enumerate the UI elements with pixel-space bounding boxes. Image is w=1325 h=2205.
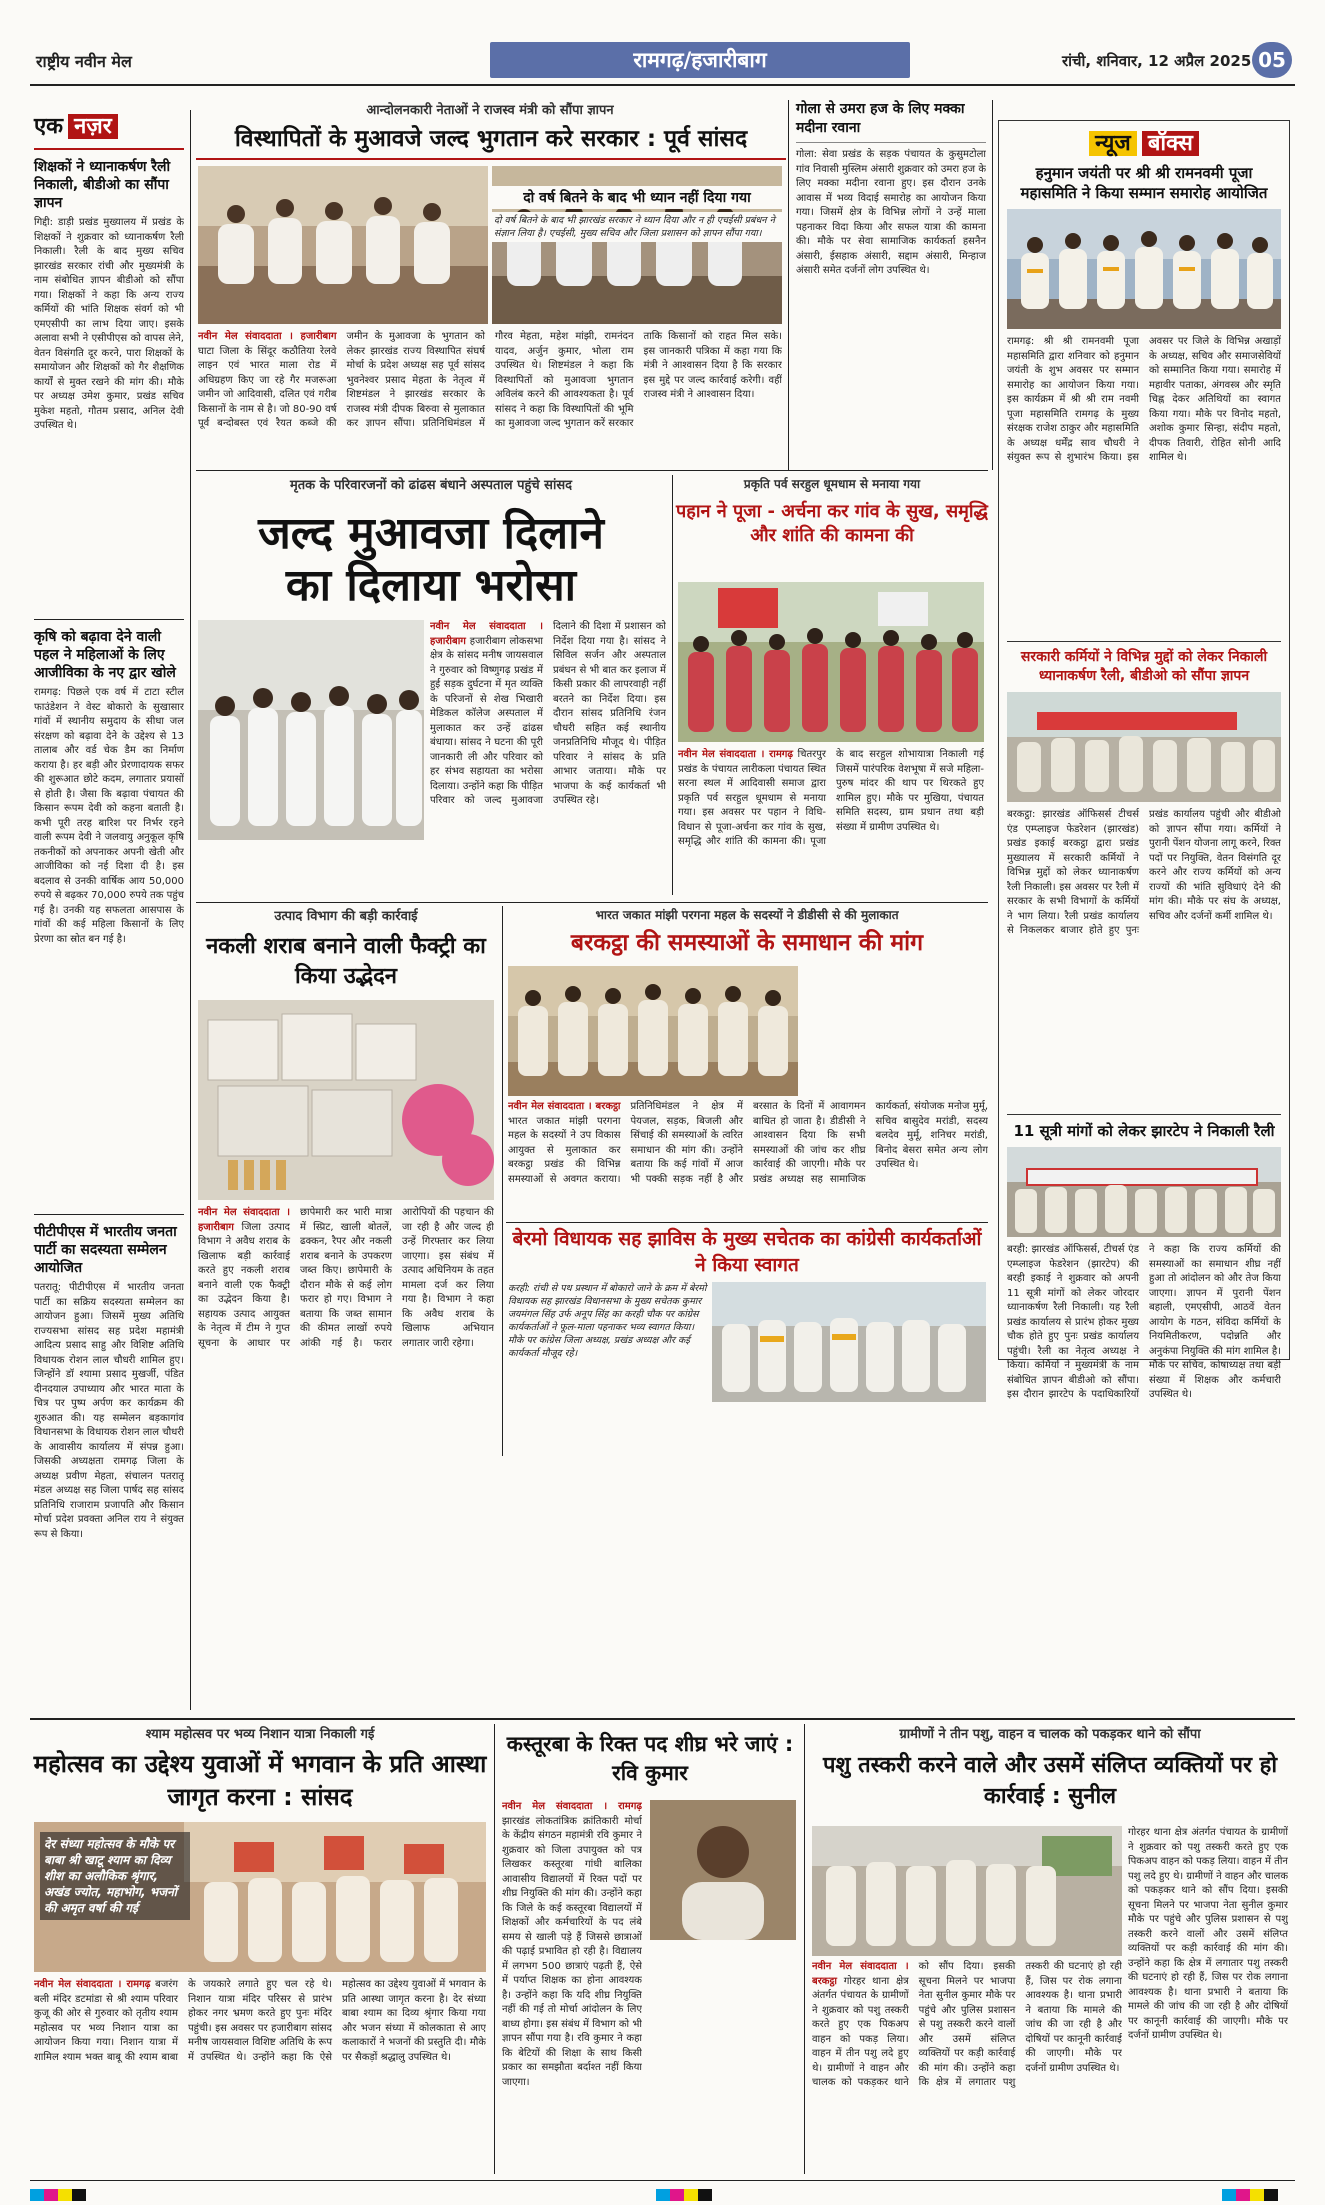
cyan-swatch [1222,2189,1236,2201]
page-number-badge [1252,42,1292,78]
mritak-headline [196,508,666,612]
news-box-header [999,121,1289,157]
police-station-photo [812,1826,1122,1956]
news-box-divider [1007,1114,1281,1115]
ek-nazar-header [34,110,184,150]
shyam-headline: महोत्सव का उद्देश्य युवाओं में भगवान के प्रति आस्था जागृत करना : सांसद [33,1750,487,1811]
ek-nazar-item-body: गिद्दी: डाड़ी प्रखंड मुख्यालय में प्रखंड के शिक्षकों ने शुक्रवार को ध्यानाकर्षण रैली निकाली। रैली के बाद मुख्य सचिव झारखंड सरकार रांची और मुख्यमंत्री के नाम संबोधित ज्ञापन बीडीओ को सौंपा गया। शिक्षकों ने कहा कि अन्य राज्य कर्मियों की भांति शिक्षक संवर्ग को भी एमएसीपी का लाभ दिया जाए। इसके अलावा सभी ने एसीपीएस को वापस लेने, वेतन विसंगति दूर करने, पारा शिक्षकों के समायोजन और शिक्षकों को गैर शैक्षणिक कार्यों से मुक्त रखने की मांग की। मौके पर अध्यक्ष उमेश कुमार, प्रखंड सचिव मुकेश महतो, गौतम प्रसाद, अनिल देवी उपस्थित थे। [34,217,184,431]
black-swatch [1264,2189,1278,2201]
section-title: रामगढ़/हजारीबाग [633,48,767,72]
visthapit-subhead: दो वर्ष बितने के बाद भी ध्यान नहीं दिया गया [492,186,782,209]
barkattha-body [508,1100,988,1218]
cyan-swatch [30,2189,44,2201]
masthead-paper-name: राष्ट्रीय नवीन मेल [36,52,132,71]
column-divider [992,100,993,470]
pahan-text: चितरपुर प्रखंड के पंचायत लारीकला पंचायत स्थित सरना स्थल में आदिवासी समाज द्वारा प्रकृति पर्व सरहुल धूमधाम से मनाया गया। इस अवसर पर पहान ने विधि-विधान से पूजा-अर्चना कर गांव के सुख, समृद्धि और शांति की कामना की। पूजा के बाद सरहुल शोभायात्रा निकाली गई जिसमें पारंपरिक वेशभूषा में सजे महिला-पुरुष मांदर की थाप पर थिरकते हुए शामिल हुए। मौके पर मुखिया, पंचायत समिति सदस्य, ग्राम प्रधान तथा बड़ी संख्या में ग्रामीण उपस्थित थे। [678,749,984,847]
gola-kicker: गोला से उमरा हज के लिए मक्का मदीना रवाना [796,100,986,143]
print-color-bar [30,2186,1295,2198]
sharab-body [198,1206,494,1456]
ek-nazar-label-ek: एक [34,114,64,139]
barkattha-byline: नवीन मेल संवाददाता । बरकट्ठा [508,1101,621,1112]
visthapit-text: घाटा जिला के सिंदूर कठौतिया रेलवे लाइन एवं भारत माला रोड में अधिग्रहण किए जा रहे गैर मजरूआ जमीन जो आदिवासी, दलित एवं गरीब किसानों के नाम से है। जो 80-90 वर्ष पूर्व बन्दोबस्त एवं रैयत कब्जे की जमीन के मुआवजा के भुगतान को लेकर झारखंड राज्य विस्थापित संघर्ष मोर्चा के प्रदेश अध्यक्ष सह पूर्व सांसद भुवनेश्वर प्रसाद मेहता के नेतृत्व में शिष्टमंडल ने झारखंड सरकार के राजस्व मंत्री दीपक बिरुवा से मुलाकात कर ज्ञापन सौंपा। प्रतिनिधिमंडल में गौरव मेहता, महेश मांझी, रामनंदन यादव, अर्जुन कुमार, भोला राम उपस्थित थे। शिष्टमंडल ने कहा कि विस्थापितों को मुआवजा भुगतान अविलंब करने की आवश्यकता है। पूर्व सांसद ने कहा कि विस्थापितों की भूमि का मुआवजा जल्द भुगतान करें सरकार ताकि किसानों को राहत मिल सके। इस जानकारी पत्रिका में कहा गया कि मंत्री ने आश्वासन दिया है कि सरकार इस मुद्दे पर जल्द कार्रवाई करेगी। वहीं राजस्व मंत्री ने आश्वासन दिया। [198,331,782,429]
sharab-byline: नवीन मेल संवाददाता । हजारीबाग [198,1207,290,1233]
news-box-label-a: न्यूज [1089,131,1137,156]
sharab-headline: नकली शराब बनाने वाली फैक्ट्री का किया उद्भेदन [206,934,486,989]
delegation-photo [508,966,798,1096]
ek-nazar-divider [34,619,184,620]
ek-nazar-item-title: पीटीपीएस में भारतीय जनता पार्टी का सदस्यता सम्मेलन आयोजित [34,1224,177,1276]
bermo-caption: करही: रांची से पथ प्रस्थान में बोकारो जाने के क्रम में बेरमो विधायक सह झारखंड विधानसभा के मुख्य सचेतक कुमार जयमंगल सिंह उर्फ अनूप सिंह का करही चौक पर कांग्रेस कार्यकर्ताओं ने फूल-माला पहनाकर भव्य स्वागत किया। मौके पर कांग्रेस जिला अध्यक्ष, प्रखंड अध्यक्ष और कई कार्यकर्ता मौजूद रहे। [508,1283,707,1359]
ek-nazar-item-body: रामगढ़: पिछले एक वर्ष में टाटा स्टील फाउंडेशन ने वेस्ट बोकारो के सुखासार गांवों में स्थानीय समुदाय के सीधा जल संरक्षण को बढ़ावा देने के उद्देश्य से 13 तालाब और वर्ड चेक डैम का निर्माण कराया है। हर बड़ी और प्रेरणादायक सफर की शुरूआत छोटे कदम, लगातार प्रयासों से होती है। जैसा कि बढ़ावा पंचायत की किसान रूपम देवी को कहना बताती है। कभी पूरी तरह बारिश पर निर्भर रहने वाली रूपम देवी ने जलवायु अनुकूल कृषि तकनीकों को अपनाकर अपनी खेती और आजीविका को नई दिशा दी है। इस बदलाव से उनकी वार्षिक आय 50,000 रुपये से बढ़कर 70,000 रुपये तक पहुंच गई है। उनकी यह सफलता आसपास के गांवों की कई महिला किसानों के लिए प्रेरणा का स्रोत बन गई है। [34,687,184,945]
11sutri-body: बरही: झारखंड ऑफिसर्स, टीचर्स एंड एम्प्लाइज फेडरेशन (झारटेप) की बरही इकाई ने शुक्रवार को अपनी 11 सूत्री मांगों को लेकर जोरदार ध्यानाकर्षण रैली निकाली। यह रैली प्रखंड कार्यालय से प्रारंभ होकर मुख्य चौक होते हुए पुनः प्रखंड कार्यालय पहुंची। रैली का नेतृत्व अध्यक्ष ने किया। कर्मियों ने मुख्यमंत्री के नाम संबोधित ज्ञापन बीडीओ को सौंपा। इस दौरान झारटेप के पदाधिकारियों ने कहा कि राज्य कर्मियों की समस्याओं का समाधान शीघ्र नहीं हुआ तो आंदोलन को और तेज किया जाएगा। ज्ञापन में पुरानी पेंशन बहाली, एमएसीपी, आठवें वेतन आयोग के गठन, संविदा कर्मियों के नियमितीकरण, पदोन्नति और अनुकंपा नियुक्ति की मांग शामिल है। मौके पर सचिव, कोषाध्यक्ष तथा बड़ी संख्या में शिक्षक और कर्मचारी उपस्थित थे। [1007,1244,1281,1400]
pahan-photo [678,582,984,742]
pashu-byline: नवीन मेल संवाददाता । बरकट्ठा [812,1961,909,1987]
news-box-divider [1007,641,1281,642]
shyam-text: बजरंग बली मंदिर डटमांडा से श्री श्याम परिवार कुजू की ओर से गुरुवार को तृतीय श्याम महोत्सव पर भव्य निशान यात्रा का आयोजन किया गया। निशान यात्रा में शामिल श्याम भक्त बाबू की श्याम बाबा के जयकारे लगाते हुए चल रहे थे। निशान यात्रा मंदिर परिसर से प्रारंभ होकर नगर भ्रमण करते हुए पुनः मंदिर पहुंची। इस अवसर पर हजारीबाग सांसद मनीष जायसवाल विशिष्ट अतिथि के रूप में उपस्थित थे। उन्होंने कहा कि ऐसे महोत्सव का उद्देश्य युवाओं में भगवान के प्रति आस्था जागृत करना है। देर संध्या बाबा श्याम का दिव्य श्रृंगार किया गया और भजन संध्या में कोलकाता से आए कलाकारों ने भजनों की प्रस्तुति दी। मौके पर सैकड़ों श्रद्धालु उपस्थित थे। [34,1979,486,2063]
welcome-photo [712,1282,986,1402]
pashu-text: गोरहर थाना क्षेत्र अंतर्गत पंचायत के ग्रामीणों ने शुक्रवार को पशु तस्करी करते हुए एक पिकअप वाहन को पकड़ लिया। वाहन में तीन पशु लदे हुए थे। ग्रामीणों ने वाहन और चालक को पकड़कर थाने को सौंप दिया। इसकी सूचना मिलने पर भाजपा नेता सुनील कुमार मौके पर पहुंचे और पुलिस प्रशासन से पशु तस्करी करने वालों और उसमें संलिप्त व्यक्तियों पर कड़ी कार्रवाई की मांग की। उन्होंने कहा कि क्षेत्र में लगातार पशु तस्करी की घटनाएं हो रही हैं, जिस पर रोक लगाना आवश्यक है। थाना प्रभारी ने बताया कि मामले की जांच की जा रही है और दोषियों पर कानूनी कार्रवाई की जाएगी। मौके पर दर्जनों ग्रामीण उपस्थित थे। [812,1961,1122,2088]
column-divider [788,100,789,470]
ek-nazar-label-nazar: नज़र [68,114,118,139]
news-box-photo [1007,209,1281,329]
magenta-swatch [44,2189,58,2201]
black-swatch [72,2189,86,2201]
pashu-body [812,1960,1122,2174]
visthapit-body [198,330,782,462]
pahan-body [678,748,984,896]
kasturba-portrait [650,1800,796,1940]
magenta-swatch [670,2189,684,2201]
color-bar-gap [91,2189,651,2201]
color-bar-gap [717,2189,1217,2201]
page-number: 05 [1258,48,1286,72]
mritak-headline-line2: का दिलाया भरोसा [285,560,577,611]
yellow-swatch [58,2189,72,2201]
bermo-headline: बेरमो विधायक सह झाविस के मुख्य सचेतक का कांग्रेसी कार्यकर्ताओं ने किया स्वागत [512,1228,982,1276]
portrait-photo [650,1800,796,1940]
ek-nazar-column [34,110,184,1710]
sharab-photo [198,1000,494,1200]
shyam-body [34,1978,486,2174]
magenta-swatch [1236,2189,1250,2201]
pahan-kicker: प्रकृति पर्व सरहुल धूमधाम से मनाया गया [743,477,921,491]
black-swatch [698,2189,712,2201]
mritak-text: हजारीबाग लोकसभा क्षेत्र के सांसद मनीष जायसवाल ने गुरुवार को विष्णुगढ़ प्रखंड में हुई सड़क दुर्घटना में मृत व्यक्ति के परिजनों से शेख भिखारी मेडिकल कॉलेज अस्पताल में मुलाकात कर उन्हें ढांढस बंधाया। सांसद ने घटना की पूरी जानकारी ली और परिवार को हर संभव सहायता का भरोसा दिलाया। उन्होंने कहा कि पीड़ित परिवार को जल्द मुआवजा दिलाने की दिशा में प्रशासन को निर्देश दिया गया है। सांसद ने सिविल सर्जन और अस्पताल प्रबंधन से भी बात कर इलाज में किसी प्रकार की लापरवाही नहीं बरतने का निर्देश दिया। इस दौरान सांसद प्रतिनिधि रंजन चौधरी सहित कई स्थानीय जनप्रतिनिधि मौजूद थे। पीड़ित परिवार ने सांसद के प्रति आभार जताया। मौके पर भाजपा के कई कार्यकर्ता भी उपस्थित रहे। [430,621,666,806]
seized-liquor-photo [198,1000,494,1200]
visthapit-headline: विस्थापितों के मुआवजे जल्द भुगतान करे सरकार : पूर्व सांसद [196,124,786,160]
masthead [30,42,1295,82]
column-divider [190,110,191,1710]
shyam-byline: नवीन मेल संवाददाता । रामगढ़ [34,1979,151,1990]
pahan-headline: पहान ने पूजा - अर्चना कर गांव के सुख, समृद्धि और शांति की कामना की [676,501,988,546]
section-rule [196,902,988,903]
sarkari-body: बरकट्ठा: झारखंड ऑफिसर्स टीचर्स एंड एम्प्लाइज फेडरेशन (झारखंड) प्रखंड इकाई बरकट्ठा द्वारा प्रखंड मुख्यालय में सरकारी कर्मियों ने विभिन्न मुद्दों को लेकर ध्यानाकर्षण रैली निकाली। इस अवसर पर रैली में सरकार के सभी विभागों के कर्मियों ने भाग लिया। रैली प्रखंड कार्यालय से निकलकर बाजार होते हुए पुनः प्रखंड कार्यालय पहुंची और बीडीओ को ज्ञापन सौंपा गया। कर्मियों ने पुरानी पेंशन योजना लागू करने, रिक्त पदों पर नियुक्ति, वेतन विसंगति दूर करने और राज्य कर्मियों को अन्य राज्यों की भांति सुविधाएं देने की मांग की। मौके पर संघ के अध्यक्ष, सचिव और दर्जनों कर्मी शामिल थे। [1007,809,1281,936]
mritak-kicker: मृतक के परिवारजनों को ढांढस बंधाने अस्पताल पहुंचे सांसद [289,478,573,493]
shyam-photo-caption: देर संध्या महोत्सव के मौके पर बाबा श्री खाटू श्याम का दिव्य शीश का अलौकिक श्रृंगार, अखंड ज्योत, महाभोग, भजनों की अमृत वर्षा की गई [40,1832,190,1920]
kasturba-headline: कस्तूरबा के रिक्त पद शीघ्र भरे जाएं : रवि कुमार [506,1732,794,1785]
section-rule [196,470,988,471]
pashu-photo [812,1826,1122,1956]
visthapit-caption: दो वर्ष बितने के बाद भी झारखंड सरकार ने ध्यान दिया और न ही एचईसी प्रबंधन ने संज्ञान लिया है। एचईसी, मुख्य सचिव और जिला प्रशासन को ज्ञापन सौंपा गया। [492,212,782,242]
11sutri-photo [1007,1147,1281,1237]
ek-nazar-item-title: कृषि को बढ़ावा देने वाली पहल ने महिलाओं के लिए आजीविका के नए द्वार खोले [34,629,176,681]
mritak-byline: नवीन मेल संवाददाता । हजारीबाग [430,621,543,647]
rally-photo [1007,1147,1281,1237]
yellow-swatch [1250,2189,1264,2201]
pashu-headline: पशु तस्करी करने वाले और उसमें संलिप्त व्यक्तियों पर हो कार्रवाई : सुनील [822,1753,1278,1809]
meeting-photo [198,166,488,324]
barkattha-headline: बरकट्ठा की समस्याओं के समाधान की मांग [570,930,924,956]
ek-nazar-item-body: पतरातू: पीटीपीएस में भारतीय जनता पार्टी का सक्रिय सदस्यता सम्मेलन का आयोजन हुआ। जिसमें मुख्य अतिथि राज्यसभा सांसद सह प्रदेश महामंत्री आदित्य प्रसाद साहु और विशिष्ट अतिथि विधायक रोशन लाल चौधरी शामिल हुए। जिन्होंने डॉ श्यामा प्रसाद मुखर्जी, पंडित दीनदयाल उपाध्याय और भारत माता के चित्र पर पुष्प अर्पण कर कार्यक्रम की शुरुआत की। यह सम्मेलन बड़कागांव विधानसभा के विधायक रोशन लाल चौधरी के आवासीय कार्यालय में संपन्न हुआ। जिसकी अध्यक्षता रामगढ़ जिला के अध्यक्ष प्रवीण मेहता, संचालन पतरातू मंडल अध्यक्ष सह जिला पार्षद सह सांसद प्रतिनिधि राजाराम प्रजापति और किसान मोर्चा प्रदेश प्रवक्ता अनिल राय ने संयुक्त रूप से किया। [34,1282,184,1540]
mritak-body [430,620,666,840]
barkattha-kicker: भारत जकात मांझी परगना महल के सदस्यों ने डीडीसी से की मुलाकात [595,908,899,922]
yellow-swatch [684,2189,698,2201]
column-divider [672,475,673,895]
kasturba-byline: नवीन मेल संवाददाता । रामगढ़ [502,1801,642,1812]
footer-rule [30,2180,1295,2181]
sarkari-headline: सरकारी कर्मियों ने विभिन्न मुद्दों को लेकर निकाली ध्यानाकर्षण रैली, बीडीओ को सौंपा ज्ञापन [1020,649,1268,684]
felicitation-photo [1007,209,1281,329]
sarhul-procession-photo [678,582,984,742]
visthapit-photo [198,166,488,324]
11sutri-headline: 11 सूत्री मांगों को लेकर झारटेप ने निकाली रैली [1013,1122,1275,1140]
rally-photo [1007,692,1281,802]
barkattha-photo [508,966,798,1096]
news-box-body: रामगढ़: श्री श्री रामनवमी पूजा महासमिति द्वारा शनिवार को हनुमान जयंती के शुभ अवसर पर सम्मान समारोह का आयोजन किया गया। इस कार्यक्रम में श्री श्री राम नवमी पूजा महासमिति रामगढ़ के मुख्य संरक्षक राजेश ठाकुर और महासमिति के अध्यक्ष धर्मेंद्र साव चौधरी ने संयुक्त रूप से शुभारंभ किया। इस अवसर पर जिले के विभिन्न अखाड़ों के अध्यक्ष, सचिव और समाजसेवियों को सम्मानित किया गया। समारोह में महावीर पताका, अंगवस्त्र और स्मृति चिह्न देकर अतिथियों का स्वागत किया गया। मौके पर विनोद महतो, अशोक कुमार सिन्हा, संदीप महतो, दीपक तिवारी, रोहित सोनी आदि शामिल थे। [1007,336,1281,463]
barkattha-text: भारत जकात मांझी परगना महल के सदस्यों ने उप विकास आयुक्त से मुलाकात कर बरकट्ठा प्रखंड की विभिन्न समस्याओं से अवगत कराया। प्रतिनिधिमंडल ने क्षेत्र में पेयजल, सड़क, बिजली और सिंचाई की समस्याओं के त्वरित समाधान की मांग की। उन्होंने बताया कि कई गांवों में आज भी पक्की सड़क नहीं है और बरसात के दिनों में आवागमन बाधित हो जाता है। डीडीसी ने आश्वासन दिया कि सभी समस्याओं की जांच कर शीघ्र कार्रवाई की जाएगी। मौके पर प्रखंड अध्यक्ष सह सामाजिक कार्यकर्ता, संयोजक मनोज मुर्मू, सचिव बासुदेव मरांडी, सदस्य बलदेव मुर्मू, शनिचर मरांडी, बिनोद बेसरा समेत अन्य लोग उपस्थित थे। [508,1101,988,1185]
visthapit-byline: नवीन मेल संवाददाता । हजारीबाग [198,331,337,342]
ek-nazar-divider [34,1214,184,1215]
news-box-headline: हनुमान जयंती पर श्री श्री रामनवमी पूजा महासमिति ने किया सम्मान समारोह आयोजित [1020,164,1268,202]
cyan-swatch [656,2189,670,2201]
kasturba-body [502,1800,642,2174]
mritak-headline-line1: जल्द मुआवजा दिलाने [258,508,604,559]
column-divider [804,1724,805,2174]
sharab-kicker: उत्पाद विभाग की बड़ी कार्रवाई [274,909,418,924]
pashu-body-continued: गोरहर थाना क्षेत्र अंतर्गत पंचायत के ग्रामीणों ने शुक्रवार को पशु तस्करी करते हुए एक पिकअप वाहन को पकड़ लिया। वाहन में तीन पशु लदे हुए थे। ग्रामीणों ने वाहन और चालक को पकड़कर थाने को सौंप दिया। इसकी सूचना मिलने पर भाजपा नेता सुनील कुमार मौके पर पहुंचे और पुलिस प्रशासन से पशु तस्करी करने वालों और उसमें संलिप्त व्यक्तियों पर कड़ी कार्रवाई की मांग की। उन्होंने कहा कि क्षेत्र में लगातार पशु तस्करी की घटनाएं हो रही हैं, जिस पर रोक लगाना आवश्यक है। थाना प्रभारी ने बताया कि मामले की जांच की जा रही है और दोषियों पर कानूनी कार्रवाई की जाएगी। मौके पर दर्जनों ग्रामीण उपस्थित थे। [1128,1827,1288,2041]
pashu-kicker: ग्रामीणों ने तीन पशु, वाहन व चालक को पकड़कर थाने को सौंपा [899,1727,1201,1742]
bermo-photo [712,1282,986,1402]
mritak-photo [198,620,424,840]
bottom-section-rule [30,1718,1295,1720]
sharab-text: जिला उत्पाद विभाग ने अवैध शराब के खिलाफ बड़ी कार्रवाई करते हुए नकली शराब बनाने वाली एक फैक्ट्री का उद्भेदन किया है। सहायक उत्पाद आयुक्त के नेतृत्व में टीम ने गुप्त सूचना के आधार पर छापेमारी कर भारी मात्रा में स्प्रिट, खाली बोतलें, ढक्कन, रैपर और नकली शराब बनाने के उपकरण जब्त किए। छापेमारी के दौरान मौके से कई लोग फरार हो गए। विभाग ने बताया कि जब्त सामान की कीमत लाखों रुपये आंकी गई है। फरार आरोपियों की पहचान की जा रही है और जल्द ही उन्हें गिरफ्तार कर लिया जाएगा। इस संबंध में उत्पाद अधिनियम के तहत मामला दर्ज कर लिया गया है। विभाग ने कहा कि अवैध शराब के खिलाफ अभियान लगातार जारी रहेगा। [198,1207,494,1349]
column-divider [502,906,503,1456]
news-box-label-b: बॉक्स [1142,131,1199,156]
masthead-rule [30,84,1295,86]
sarkari-photo [1007,692,1281,802]
section-banner [490,42,910,78]
section-rule [506,1222,988,1223]
gola-body: गोला: सेवा प्रखंड के सड़क पंचायत के कुसुमटोला गांव निवासी मुस्लिम अंसारी शुक्रवार को उमरा हज के लिए मक्का मदीना रवाना हुए। इस दौरान उनके आवास में भव्य विदाई समारोह का आयोजन किया गया। जिसमें क्षेत्र के विभिन्न लोगों ने उन्हें माला पहनाकर विदा किया और सफल यात्रा की कामना की। मौके पर सेवा सामाजिक कार्यकर्ता हसनैन अंसारी, ईसहाक अंसारी, सद्दाम अंसारी, मिन्हाज अंसारी समेत दर्जनों लोग उपस्थित थे। [796,149,986,276]
visthapit-kicker: आन्दोलनकारी नेताओं ने राजस्व मंत्री को सौंपा ज्ञापन [366,103,614,118]
shyam-kicker: श्याम महोत्सव पर भव्य निशान यात्रा निकाली गई [145,1727,375,1742]
hospital-crowd-photo [198,620,424,840]
ek-nazar-item-title: शिक्षकों ने ध्यानाकर्षण रैली निकाली, बीडीओ का सौंपा ज्ञापन [34,159,171,211]
news-box [998,120,1290,1400]
masthead-dateline: रांची, शनिवार, 12 अप्रैल 2025 [1062,52,1252,70]
pahan-byline: नवीन मेल संवाददाता । रामगढ़ [678,749,794,760]
column-divider [494,1724,495,2174]
kasturba-text: झारखंड लोकतांत्रिक क्रांतिकारी मोर्चा के केंद्रीय संगठन महामंत्री रवि कुमार ने शुक्रवार को जिला उपायुक्त को पत्र लिखकर कस्तूरबा गांधी बालिका आवासीय विद्यालयों में रिक्त पदों पर शीघ्र नियुक्ति की मांग की। उन्होंने कहा कि जिले के कई कस्तूरबा विद्यालयों में शिक्षकों और कर्मचारियों के पद लंबे समय से खाली पड़े हैं जिससे छात्राओं की पढ़ाई प्रभावित हो रही है। विद्यालय में लगभग 500 छात्राएं पढ़ती हैं, ऐसे में पर्याप्त शिक्षक का होना आवश्यक है। उन्होंने कहा कि यदि शीघ्र नियुक्ति नहीं की गई तो मोर्चा आंदोलन के लिए बाध्य होगा। इस संबंध में विभाग को भी ज्ञापन सौंपा गया है। रवि कुमार ने कहा कि बेटियों की शिक्षा के साथ किसी प्रकार का समझौता बर्दाश्त नहीं किया जाएगा। [502,1815,642,2088]
